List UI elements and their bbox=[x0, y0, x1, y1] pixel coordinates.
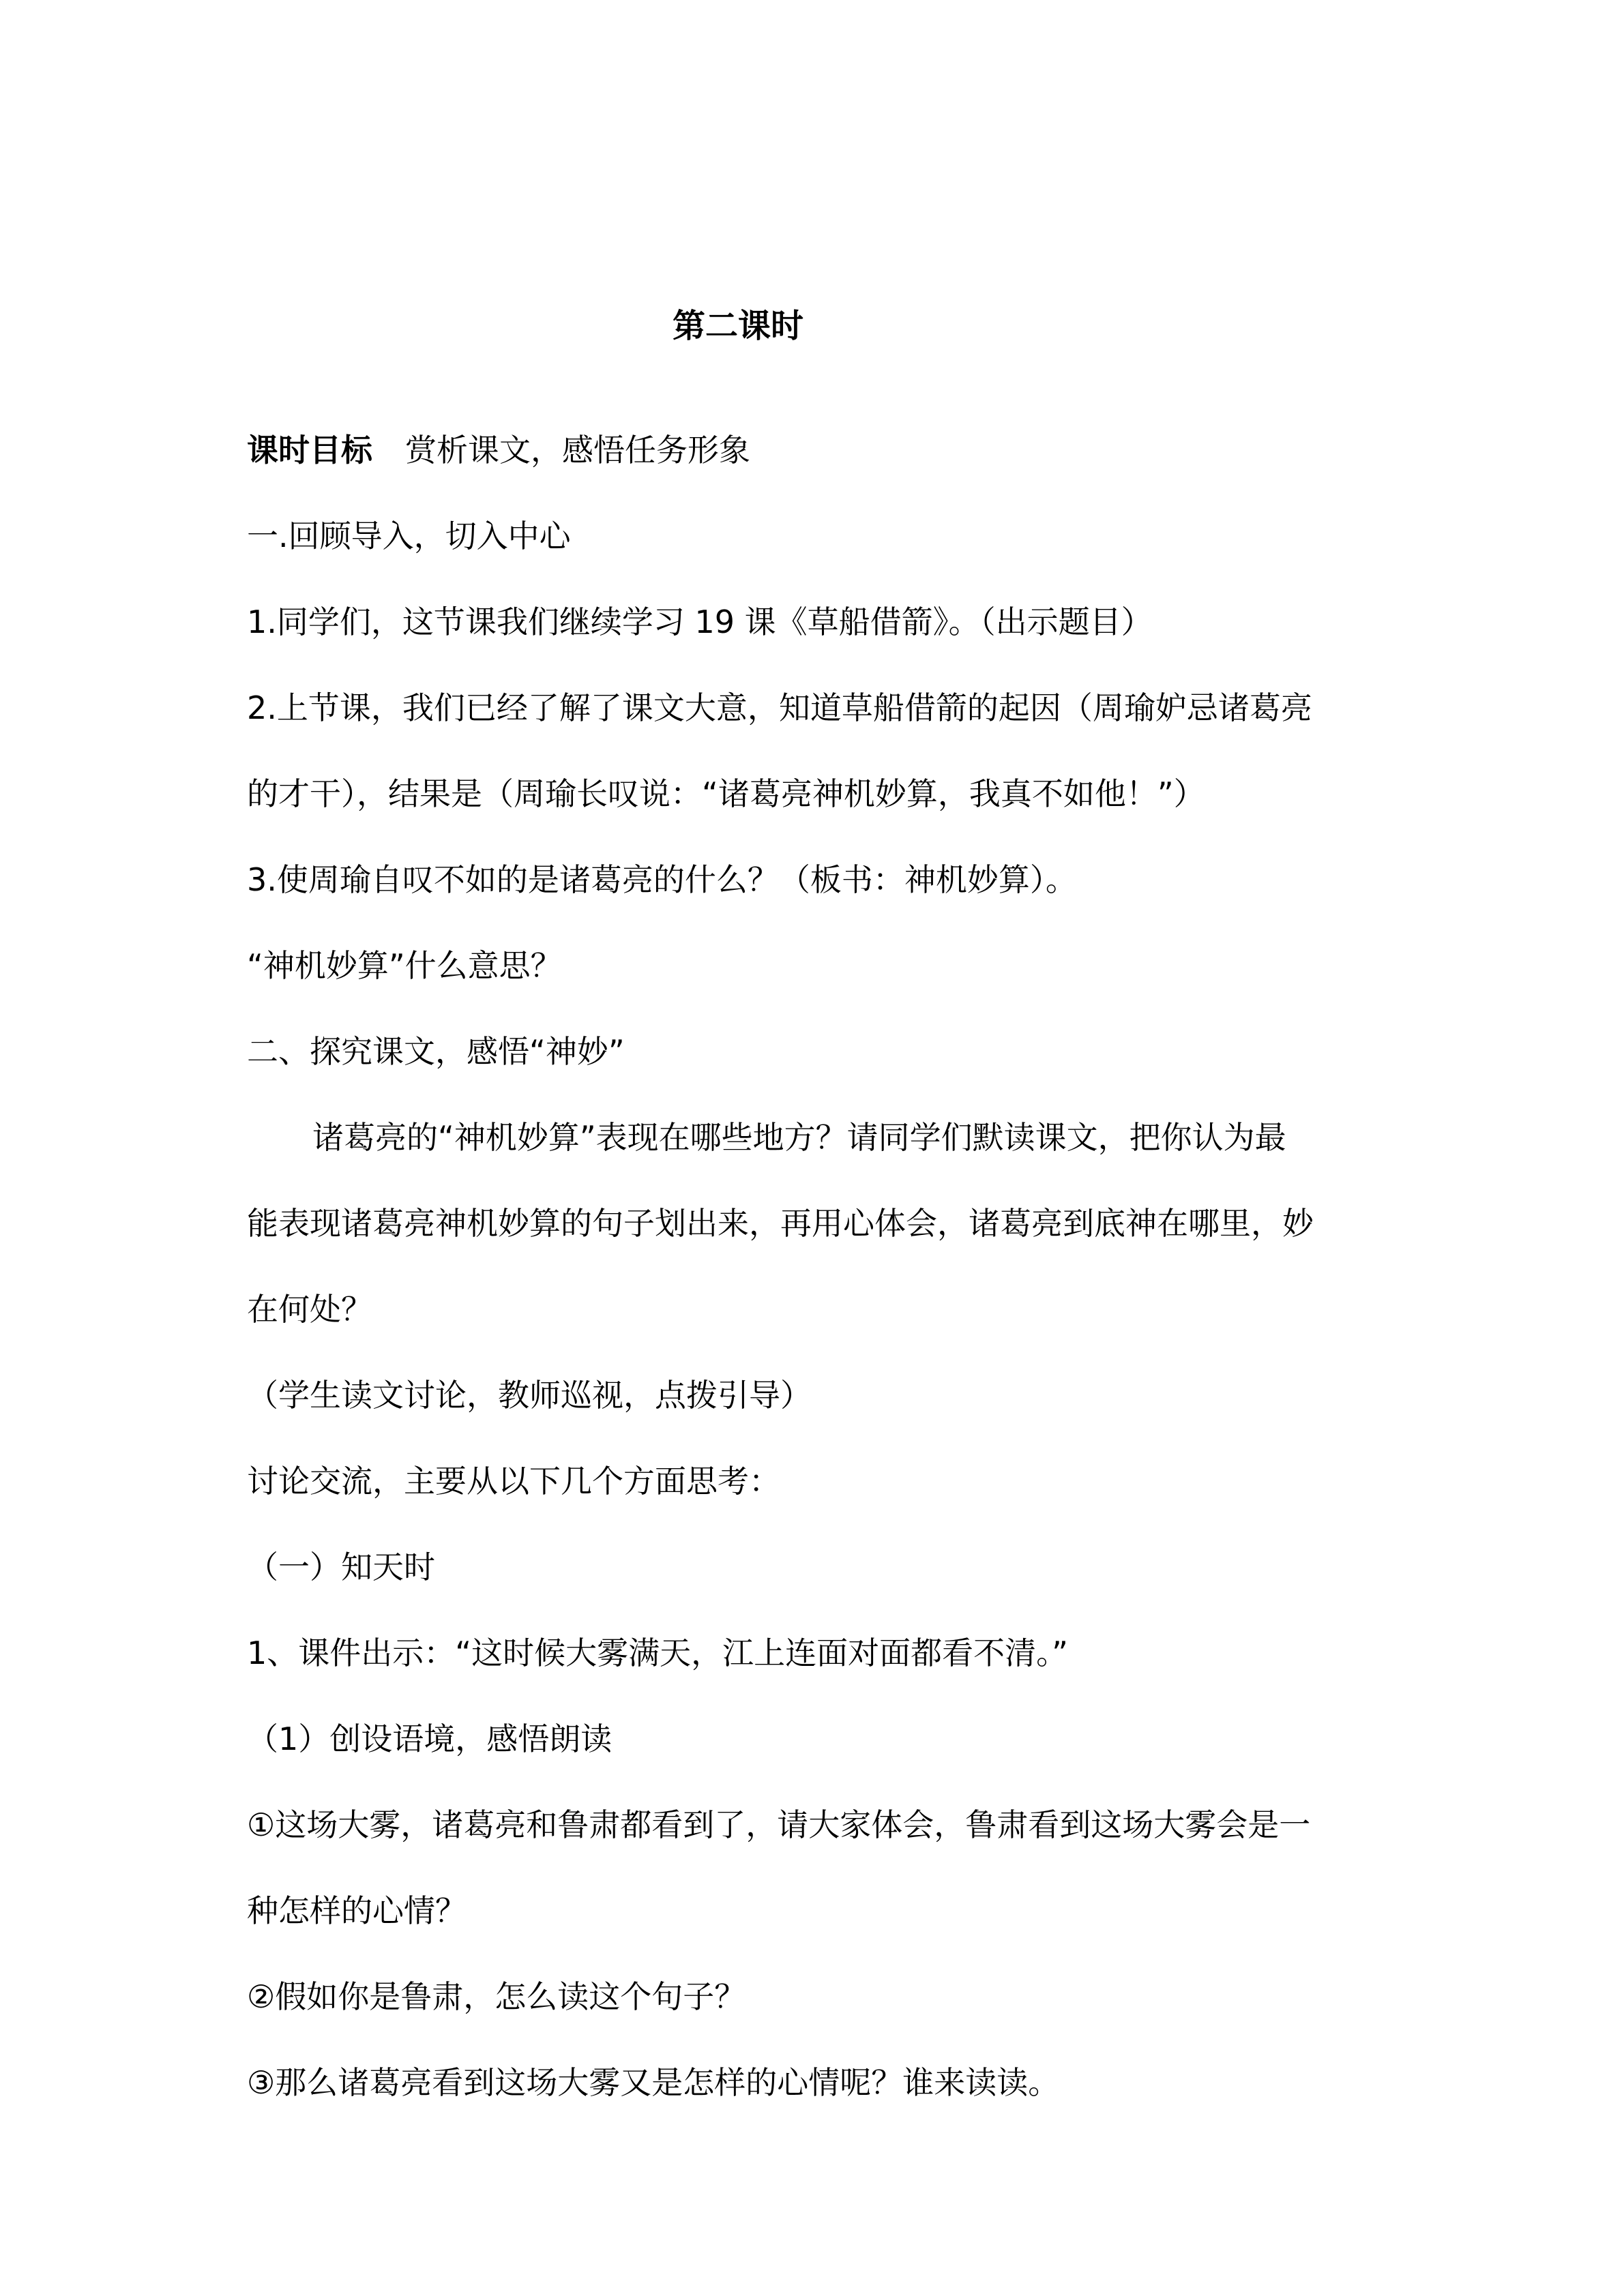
lesson-goal bbox=[247, 430, 1393, 471]
paragraph-line: ②假如你是鲁肃，怎么读这个句子？ bbox=[247, 1978, 746, 2015]
paragraph-line: 诸葛亮的“神机妙算”表现在哪些地方？请同学们默读课文，把你认为最 bbox=[312, 1119, 1286, 1156]
paragraph-line: 种怎样的心情？ bbox=[247, 1892, 467, 1929]
paragraph-line: 3.使周瑜自叹不如的是诸葛亮的什么？（板书：神机妙算）。 bbox=[247, 861, 1077, 898]
paragraph-line: 能表现诸葛亮神机妙算的句子划出来，再用心体会，诸葛亮到底神在哪里，妙 bbox=[247, 1205, 1314, 1242]
subsection-heading: （一）知天时 bbox=[247, 1549, 435, 1585]
paragraph-line: 讨论交流，主要从以下几个方面思考： bbox=[247, 1463, 780, 1500]
section-heading-2: 二、探究课文，感悟“神妙” bbox=[247, 1033, 625, 1070]
paragraph-line: （学生读文讨论，教师巡视，点拨引导） bbox=[247, 1377, 812, 1414]
paragraph-line: 1.同学们，这节课我们继续学习 19 课《草船借箭》。（出示题目） bbox=[247, 603, 1153, 640]
lesson-goal-text: 赏析课文，感悟任务形象 bbox=[405, 432, 750, 468]
lesson-goal-label: 课时目标 bbox=[247, 432, 372, 468]
paragraph-line: 的才干），结果是（周瑜长叹说：“诸葛亮神机妙算，我真不如他！”） bbox=[247, 775, 1205, 812]
section-heading-1: 一.回顾导入，切入中心 bbox=[247, 518, 571, 554]
paragraph-line: ①这场大雾，诸葛亮和鲁肃都看到了，请大家体会，鲁肃看到这场大雾会是一 bbox=[247, 1806, 1311, 1843]
paragraph-line: （1）创设语境，感悟朗读 bbox=[247, 1720, 612, 1757]
paragraph-line: “神机妙算”什么意思？ bbox=[247, 947, 562, 984]
paragraph-line: ③那么诸葛亮看到这场大雾又是怎样的心情呢？谁来读读。 bbox=[247, 2064, 1060, 2101]
paragraph-line: 1、课件出示：“这时候大雾满天，江上连面对面都看不清。” bbox=[247, 1635, 1068, 1671]
lesson-title: 第二课时 bbox=[672, 307, 803, 345]
paragraph-line: 在何处？ bbox=[247, 1291, 372, 1328]
paragraph-line: 2.上节课，我们已经了解了课文大意，知道草船借箭的起因（周瑜妒忌诸葛亮 bbox=[247, 689, 1312, 726]
